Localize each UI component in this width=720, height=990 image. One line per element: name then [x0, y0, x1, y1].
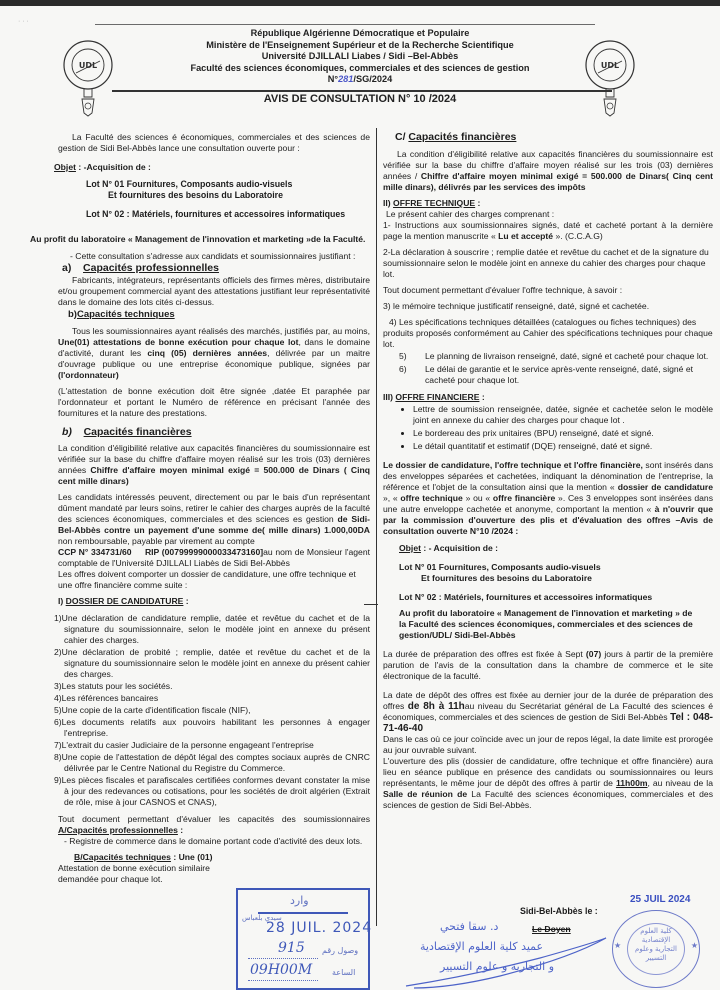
ofin-list	[383, 404, 713, 452]
faculty-stamp	[612, 910, 700, 988]
offres-intro: Les offres doivent comporter un dossier de candidature, une offre technique et une offre financière comme suite :	[58, 569, 356, 590]
signature-role-line2: و التجارية و علوم التسيير	[440, 960, 555, 973]
otech-item-5	[399, 351, 713, 362]
cap-pro-marker: a)	[62, 262, 72, 274]
otech-item-4: 4) Les spécifications techniques détaillées (catalogues ou fiches techniques) des produits proposés conformément au Cahier des spécifications techniques pour chaque lot.	[383, 317, 713, 349]
ref-handwritten-number: 281	[338, 74, 354, 84]
env-p4: ». Ces 3 enveloppes sont insérées dans une autre enveloppe cachetée et anonyme, comportant la mention «	[383, 493, 713, 514]
dossier-item: 6)Les documents relatifs aux pouvoirs habilitant les personnes à engager l'entreprise.	[54, 717, 370, 738]
cap-tech-p3: , délivrée par un maitre d'ouvrage publique ou une entreprise économique publique, signées par	[58, 348, 371, 369]
signature-title: Le Doyen	[532, 924, 571, 934]
lot-1-line2: Et fournitures des besoins du Laboratoire	[108, 190, 283, 200]
objet-line-right	[399, 543, 713, 554]
otech-5-text: Le planning de livraison renseigné, daté, signé et cacheté pour chaque lot.	[425, 351, 709, 361]
cap-tech-note: (L'attestation de bonne exécution doit être signée ,datée Et paraphée par l'ordonnateur et portant le Numéro de référence en précisant l'année des fournitures et la nature des prestations.	[58, 386, 370, 418]
tout-b-bold: Une (01)	[178, 852, 213, 862]
lot-1-line2-right: Et fournitures des besoins du Laboratoire	[421, 573, 592, 583]
tout-a-label: A/Capacités professionnelles	[58, 825, 178, 835]
cap-fin-text	[58, 443, 370, 487]
column-divider	[376, 128, 377, 926]
otech-tout: Tout document permettant d'évaluer l'offre technique, à savoir :	[383, 285, 623, 295]
cap-fin-p1: La condition d'éligibilité relative aux capacités financières du soumissionnaire est vérifiée sur la base du chiffre d'affaire moyen réalisé sur les trois (03) dernières années	[58, 443, 370, 475]
cap-tech-b3: (l'ordonnateur)	[58, 370, 119, 380]
otech-item-6	[399, 364, 713, 386]
cap-fin-marker: b)	[62, 426, 72, 438]
intro-paragraph: La Faculté des sciences é économiques, commerciales et des sciences de gestion de Sidi Bel-Abbès lance une consultation ouverte pour :	[58, 132, 370, 153]
tout-b-text: Attestation de bonne exécution similaire demandée pour chaque lot.	[58, 863, 210, 884]
document-title: AVIS DE CONSULTATION N° 10 /2024	[263, 93, 457, 105]
duree-paragraph	[383, 649, 713, 682]
profit-pre: Au profit du laboratoire «	[30, 234, 136, 244]
cap-fin-title: Capacités financières	[83, 426, 192, 438]
reception-number-label: وصول رقم	[322, 946, 359, 955]
tout-a-suffix: :	[177, 825, 184, 835]
scan-artifact: · · ·	[18, 18, 29, 25]
ouverture-p1: L'ouverture des plis (dossier de candidature, offre technique et offre financière) aura lieu en séance publique en présence des candidats ou soumissionnaires ou leurs représentants, le même jour de dépôt des offres à partir de	[383, 756, 713, 788]
lot-1-line1: Fournitures, Composants audio-visuels	[124, 179, 293, 189]
objet-label: Objet	[54, 162, 76, 172]
cap-tech-text	[58, 326, 370, 381]
cap-pro-text: Fabricants, intégrateurs, représentants officiels des firmes mères, distributaire et/ou groupement commercial ayant des attestations justifiant leur représentativité dans le domaine des lots cités ci-dessus.	[58, 275, 370, 307]
signature-role-line1: عميد كلية العلوم الإقتصادية	[420, 940, 544, 953]
cap-tech-marker: b)	[68, 309, 77, 320]
objet-text: : -Acquisition de :	[75, 162, 151, 172]
ofin-item: • Lettre de soumission renseignée, datée, signée et cachetée selon le modèle joint en annexe du cahier des charges pour chaque lot .	[413, 404, 713, 426]
star-icon: ★	[690, 941, 698, 950]
header-ministry: Ministère de l'Enseignement Supérieur et de la Recherche Scientifique	[206, 39, 514, 50]
ofin-suffix: :	[479, 392, 485, 402]
dossier-title: DOSSIER DE CANDIDATURE	[65, 596, 184, 606]
ofin-prefix: III)	[383, 392, 396, 402]
lot-2-label-right: Lot N° 02	[399, 592, 437, 602]
dossier-heading	[58, 596, 370, 607]
lot-2-text-right: : Matériels, fournitures et accessoires informatiques	[436, 592, 653, 602]
depot-paragraph	[383, 690, 713, 734]
profit-post: »de la Faculté.	[303, 234, 366, 244]
env-b3: offre technique	[400, 493, 463, 503]
env-p3: » ou «	[462, 493, 493, 503]
lot-2	[86, 209, 370, 220]
right-column	[383, 132, 713, 816]
cap-tech-b2: cinq (05) dernières années	[147, 348, 268, 358]
header-reference	[170, 74, 550, 86]
lot-2-label: Lot N° 02	[86, 209, 125, 219]
depot-hours: de 8h à 11h	[407, 701, 465, 712]
duree-bold: (07)	[585, 649, 602, 659]
cap-pro-title: Capacités professionnelles	[83, 262, 219, 274]
reception-number: 915	[278, 940, 305, 956]
retrait-p2: non remboursable, payable par virement au compte	[58, 536, 255, 546]
dossier-prefix: I)	[58, 596, 66, 606]
otech-6-text: Le délai de garantie et le service après-vente renseigné, daté, signé et cacheté pour chaque lot.	[425, 364, 694, 385]
ccp-number: CCP N° 334731/60	[58, 547, 132, 557]
tout-b-mid: :	[170, 852, 179, 862]
cap-tech-p1: Tous les soumissionnaires ayant réalisés des marchés, justifiés par, au moins,	[72, 326, 370, 336]
ouverture-paragraph	[383, 756, 713, 811]
profit-pre-right: Au profit du laboratoire «	[399, 608, 505, 618]
ref-prefix: N°	[327, 74, 339, 84]
rip-post: au nom de Monsieur l'agent comptable de l'Université DJILLALI Liabès de Sidi Bel-Abbès	[58, 547, 370, 568]
objet-line	[54, 162, 370, 173]
envelope-paragraph	[383, 460, 713, 537]
retrait-text	[58, 492, 370, 547]
header-university: Université DJILLALI Liabes / Sidi –Bel-Abbès	[261, 51, 459, 61]
star-icon: ★	[614, 941, 622, 950]
otech-1b: Lu et accepté	[498, 231, 554, 241]
lot-1-label: Lot N° 01	[86, 179, 125, 189]
otech-suffix: :	[475, 198, 481, 208]
header-rule	[112, 90, 612, 92]
depot-p2: au niveau du Secrétariat général de La Faculté des sciences é économiques, commerciales et des sciences de gestion de Sidi Bel-Abbès	[383, 701, 713, 722]
otech-item-2: 2-La déclaration à souscrire ; remplie datée et revêtue du cachet et de la signature du soumissionnaire selon le modèle joint en annexe du cahier des charges pour chaque lot.	[383, 247, 709, 279]
repos-paragraph: Dans le cas où ce jour coïncide avec un jour de repos légal, la date limite est prorogée au jour ouvrable suivant.	[383, 734, 713, 755]
ouverture-salle: Salle de réunion de	[383, 789, 468, 799]
ouverture-time: 11h00m	[615, 778, 648, 788]
cap-pro-heading	[62, 263, 370, 274]
cfin-text	[383, 149, 713, 193]
header-faculty: Faculté des sciences économiques, commerciales et des sciences de gestion	[190, 62, 530, 73]
dossier-item: 8)Une copie de l'attestation de dépôt légal des comptes sociaux auprès de CNRC délivrée par le Centre National du Registre du Commerce.	[54, 752, 370, 773]
ofin-title: OFFRE FINANCIERE	[395, 392, 480, 402]
signature-place: Sidi-Bel-Abbès le :	[520, 906, 598, 916]
faculty-stamp-center-text: كلية العلوم الإقتصادية التجارية وعلوم التسيير	[635, 927, 677, 962]
ref-suffix: /SG/2024	[353, 74, 393, 84]
phone-number: Tel : 048-71-46-40	[383, 712, 714, 734]
signature-name-handwritten: د. سقا فتحي	[440, 920, 499, 933]
otech-6-num: 6)	[399, 364, 407, 374]
reception-stamp-heading: وارد	[290, 894, 309, 907]
registre-line: - Registre de commerce dans le domaine portant code d'activité des deux lots.	[64, 836, 363, 846]
dossier-item: 9)Les pièces fiscales et parafiscales certifiées conformes devant constater la mise à jour des redevances ou cotisations, pour les sociétés de droit algérien (Extrait de rôle, mise à jour CASNOS et CNAS),	[54, 775, 370, 807]
left-column	[30, 132, 371, 890]
otech-5-num: 5)	[399, 351, 407, 361]
profit-lab-right: Management de l'innovation et marketing	[504, 608, 673, 618]
reception-time: 09H00M	[250, 962, 313, 978]
ofin-item: • Le bordereau des prix unitaires (BPU) renseigné, daté et signé.	[413, 428, 713, 439]
cap-tech-p2: , dans le domaine d'activité, durant les	[58, 337, 370, 358]
duree-text: La durée de préparation des offres est fixée à Sept	[383, 649, 586, 659]
lot-1-right	[399, 562, 713, 573]
account-line	[58, 547, 370, 569]
otech-heading	[383, 198, 713, 209]
profit-lab: Management de l'innovation et marketing	[135, 234, 304, 244]
objet-text-right: : - Acquisition de :	[420, 543, 498, 553]
duree-post: jours à partir de la première parution de l'avis de la consultation dans la chambre de commerce et le site électronique de la faculté.	[383, 649, 714, 681]
cap-tech-heading	[68, 309, 370, 320]
cfin-p1: La condition d'éligibilité relative aux capacités financières du soumissionnaire est vérifiée sur la base du chiffre d'affaire moyen réalisé sur les trois (03) dernières années /	[383, 149, 713, 181]
otech-prefix: II)	[383, 198, 394, 208]
dossier-item: 5)Une copie de la carte d'identification fiscale (NIF),	[54, 705, 251, 715]
env-b1: Le dossier de candidature, l'offre technique et l'offre financière,	[383, 460, 643, 470]
university-seal-icon	[580, 39, 640, 119]
cfin-prefix: C/	[395, 131, 409, 143]
ouverture-p3: La Faculté des sciences économiques, commerciales et des sciences de gestion de Sidi Bel-Abbès.	[383, 789, 713, 810]
dossier-item: 4)Les références bancaires	[54, 693, 159, 703]
env-b5: à n'ouvrir que par la commission d'ouverture des plis et d'évaluation des offres –Avis de consultation ouverte N°10 /2024 :	[383, 504, 713, 536]
dossier-item: 7)L'extrait du casier Judiciaire de la personne engageant l'entreprise	[54, 740, 314, 750]
tout-document	[58, 814, 370, 836]
reception-number-dots	[248, 958, 318, 959]
otech-1c: ». (C.C.A.G)	[553, 231, 603, 241]
svg-text:UDL: UDL	[78, 61, 98, 70]
consult-intro: - Cette consultation s'adresse aux candidats et soumissionnaires justifiant :	[70, 251, 356, 261]
objet-label-right: Objet	[399, 543, 421, 553]
lot-1-line1-right: Fournitures, Composants audio-visuels	[436, 562, 601, 572]
lot-1-label-right: Lot N° 01	[399, 562, 437, 572]
lot-2-text: : Matériels, fournitures et accessoires informatiques	[124, 209, 346, 219]
ouverture-p2: , au niveau de la	[647, 778, 713, 788]
cfin-b1: Chiffre d'affaire moyen minimal exigé = 500.000 de Dinars( Cinq cent mille dinars), délivrés par les services des impôts	[383, 171, 713, 192]
reception-stamp	[236, 888, 373, 990]
cap-tech-b1: Une(01) attestations de bonne exécution pour chaque lot	[58, 337, 299, 347]
reception-date: 28 JUIL. 2024	[266, 920, 373, 936]
lot-2-right	[399, 592, 713, 603]
env-b4: offre financière	[492, 493, 556, 503]
env-p1: sont insérés dans des enveloppes séparées et cachetées, indiquant la dénomination de l'entreprise, la référence et l'objet de la consultation ainsi que la mention «	[383, 460, 713, 492]
otech-1a: 1- Instructions aux soumissionnaires signés, daté et cacheté portant à la dernière page la mention manuscrite «	[383, 220, 713, 241]
otech-item-1	[383, 220, 713, 242]
otech-intro: Le présent cahier des charges comprenant :	[386, 209, 555, 219]
retrait-p1: Les candidats intéressés peuvent, directement ou par le bais d'un représentant dûment mandaté par leurs soins, retirer le cahier des charges auprès de la faculté des sciences économiques, commerciales et des sciences es gestion	[58, 492, 370, 524]
env-b2: dossier de candidature	[617, 482, 713, 492]
university-seal-icon	[58, 39, 118, 119]
letterhead	[170, 28, 550, 86]
ofin-item: • Le détail quantitatif et estimatif (DQE) renseigné, daté et signé.	[413, 441, 713, 452]
profit-post-right: » de la Faculté des sciences économiques, commerciales et des sciences de gestion/UDL/ Sidi-Bel-Abbès	[399, 608, 693, 640]
tout-b-label: B/Capacités techniques	[74, 852, 171, 862]
ofin-heading	[383, 392, 713, 403]
cfin-heading	[395, 132, 713, 143]
tout-doc-text: Tout document permettant d'évaluer les capacités des soumissionnaires	[58, 814, 370, 824]
document-page	[0, 6, 720, 990]
cap-fin-heading	[62, 427, 370, 438]
signature-scribble-icon	[400, 936, 610, 990]
profit-line	[30, 234, 370, 245]
dossier-list	[54, 613, 370, 808]
dossier-item: 1)Une déclaration de candidature remplie, datée et revêtue du cachet et de la signature du soumissionnaire, selon le modèle joint en annexe du présent cahier des charges.	[54, 613, 370, 645]
depot-p1: La date de dépôt des offres est fixée au dernier jour de la durée de préparation des offres	[383, 690, 713, 711]
cap-fin-b1: Chiffre d'affaire moyen minimal exigé = 500.000 de Dinars ( Cinq cent mille dinars)	[58, 465, 370, 486]
rip-number: RIP (00799999000033473160]	[144, 547, 264, 557]
lot-1	[86, 179, 370, 190]
dossier-item: 3)Les statuts pour les sociétés.	[54, 681, 173, 691]
cap-tech-title: Capacités techniques	[76, 309, 175, 320]
header-top-rule	[95, 24, 595, 25]
tout-b-line	[58, 852, 230, 885]
reception-stamp-city: سيدي بلعباس	[242, 914, 282, 922]
otech-item-3: 3) le mémoire technique justificatif renseigné, daté, signé et cachetée.	[383, 301, 650, 311]
reception-time-dots	[248, 980, 318, 981]
profit-line-right	[399, 608, 697, 641]
cfin-title: Capacités financières	[408, 131, 517, 143]
dossier-suffix: :	[183, 596, 189, 606]
env-p2: », «	[383, 493, 401, 503]
reception-time-label: الساعة	[332, 968, 356, 977]
dossier-item: 2)Une déclaration de probité ; remplie, datée et revêtue du cachet et de la signature du soumissionnaire selon le modèle joint en annexe du présent cahier des charges.	[54, 647, 370, 679]
faculty-stamp-date: 25 JUIL 2024	[630, 894, 691, 905]
svg-text:UDL: UDL	[600, 61, 620, 70]
retrait-b1: de Sidi-Bel-Abbès contre un payement d'une somme de( mille dinars) 1.000,00DA	[58, 514, 370, 535]
header-republic: République Algérienne Démocratique et Populaire	[250, 28, 470, 38]
otech-title: OFFRE TECHNIQUE	[393, 198, 476, 208]
